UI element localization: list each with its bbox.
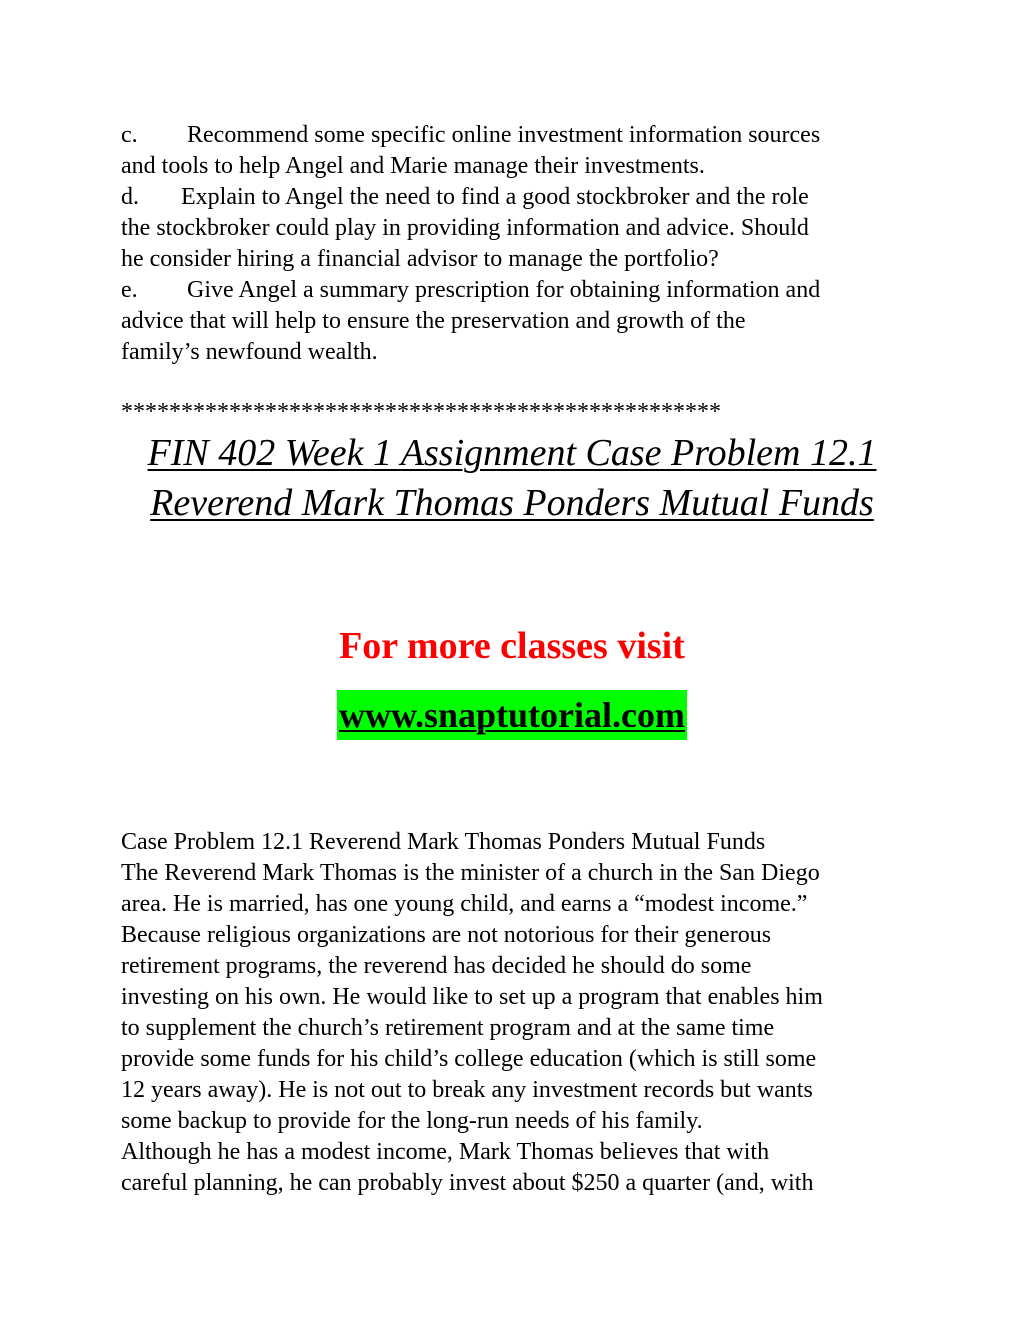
case-line: The Reverend Mark Thomas is the minister of a church in the San Diego <box>121 860 820 886</box>
heading-line-2: Reverend Mark Thomas Ponders Mutual Funds <box>150 482 874 524</box>
case-line: Because religious organizations are not notorious for their generous <box>121 922 772 948</box>
case-line: Although he has a modest income, Mark Thomas believes that with <box>121 1139 770 1165</box>
question-d-line-2: the stockbroker could play in providing information and advice. Should <box>121 215 809 241</box>
question-e-line-2: advice that will help to ensure the preservation and growth of the <box>121 308 746 334</box>
promo-text: For more classes visit <box>339 625 685 667</box>
case-line: investing on his own. He would like to set up a program that enables him <box>121 984 823 1010</box>
case-line: area. He is married, has one young child, and earns a “modest income.” <box>121 891 808 917</box>
question-e-line-1 <box>121 275 921 306</box>
question-e-marker: e. <box>121 277 138 303</box>
question-d-marker: d. <box>121 184 139 210</box>
question-e-line-3: family’s newfound wealth. <box>121 339 378 365</box>
question-c-marker: c. <box>121 122 138 148</box>
case-line: Case Problem 12.1 Reverend Mark Thomas Ponders Mutual Funds <box>121 829 766 855</box>
question-d-text-1: Explain to Angel the need to find a good stockbroker and the role <box>181 184 809 210</box>
question-d-line-3: he consider hiring a financial advisor to manage the portfolio? <box>121 246 719 272</box>
question-e-text-1: Give Angel a summary prescription for obtaining information and <box>187 277 821 303</box>
case-line: to supplement the church’s retirement program and at the same time <box>121 1015 775 1041</box>
question-c-line-2: and tools to help Angel and Marie manage their investments. <box>121 153 705 179</box>
assignment-heading <box>0 428 1024 528</box>
case-problem-text <box>121 827 921 1199</box>
question-c-text-1: Recommend some specific online investment information sources <box>187 122 821 148</box>
question-c-line-1 <box>121 120 921 151</box>
promo-link[interactable]: www.snaptutorial.com <box>337 690 687 740</box>
case-line: careful planning, he can probably invest about $250 a quarter (and, with <box>121 1170 814 1196</box>
case-line: retirement programs, the reverend has decided he should do some <box>121 953 752 979</box>
case-line: some backup to provide for the long-run needs of his family. <box>121 1108 703 1134</box>
heading-line-1: FIN 402 Week 1 Assignment Case Problem 12.1 <box>147 432 877 474</box>
question-d-line-1 <box>121 182 921 213</box>
case-line: provide some funds for his child’s college education (which is still some <box>121 1046 817 1072</box>
question-list <box>121 120 921 368</box>
promo-link-wrap <box>0 690 1024 740</box>
case-line: 12 years away). He is not out to break any investment records but wants <box>121 1077 813 1103</box>
asterisk-separator: ************************************************** <box>121 399 721 425</box>
